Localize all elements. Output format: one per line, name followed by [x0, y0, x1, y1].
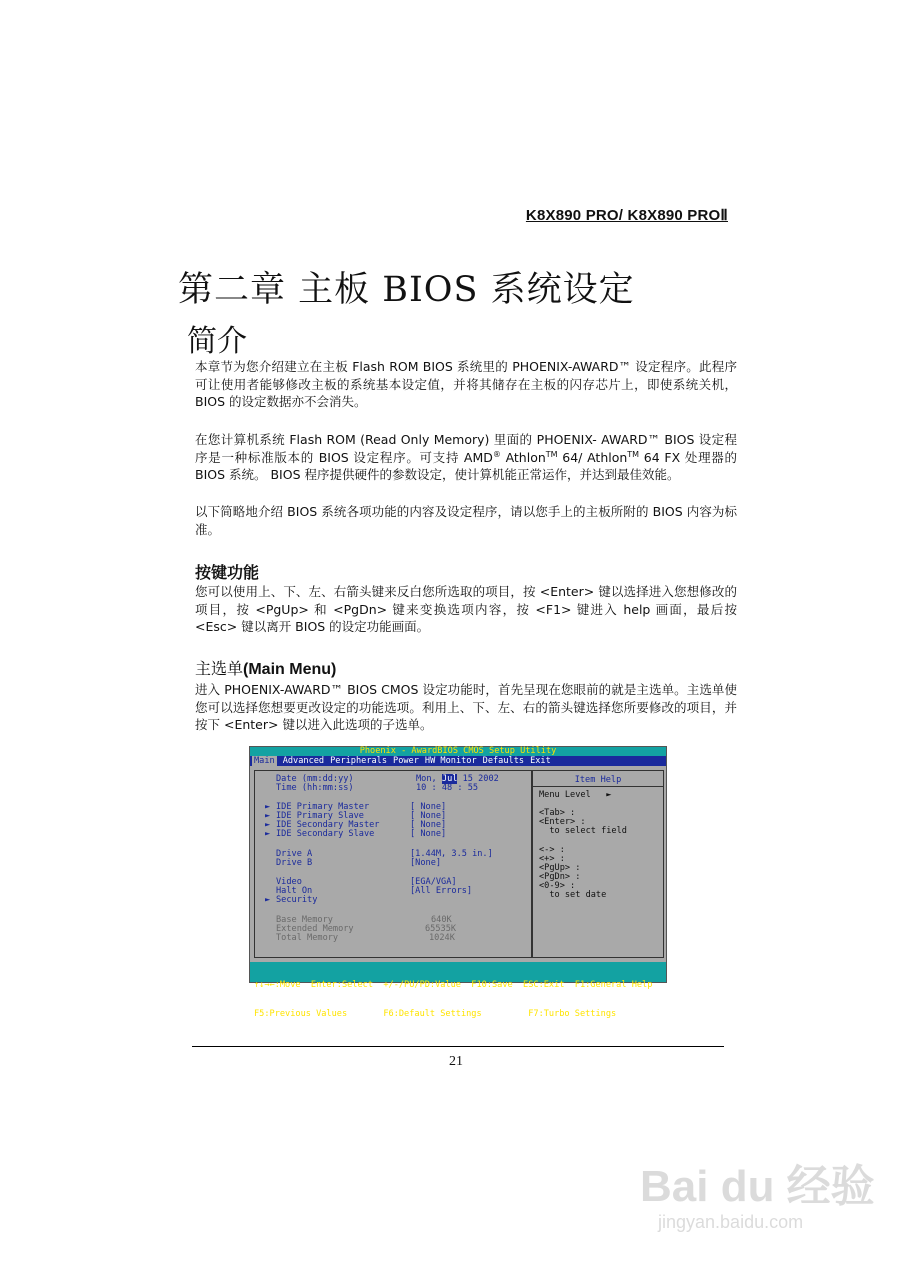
- bios-footer-line-2: F5:Previous Values F6:Default Settings F7:Turbo Settings: [254, 1008, 617, 1019]
- bios-drive-a-label: Drive A: [276, 849, 313, 859]
- keys-heading: 按键功能: [195, 563, 260, 582]
- para2-text: 在您计算机系统 Flash ROM (Read Only Memory) 里面的 PHOENIX- AWARD™ BIOS 设定程序是一种标准版本的 BIOS 设定程序。可支持 AMD: [195, 432, 737, 465]
- bios-extended-memory-value: 65535K: [425, 924, 457, 934]
- bios-security[interactable]: Security: [276, 895, 318, 905]
- watermark-logo: Bai du 经验: [640, 1162, 875, 1211]
- bios-halt-value[interactable]: [All Errors]: [410, 886, 473, 896]
- bios-date-day: Mon,: [416, 774, 437, 784]
- watermark-url: jingyan.baidu.com: [658, 1212, 804, 1232]
- bios-ide-primary-master[interactable]: IDE Primary Master: [276, 802, 370, 812]
- bios-time-label: Time (hh:mm:ss): [276, 783, 354, 793]
- bios-video-value[interactable]: [EGA/VGA]: [410, 877, 457, 887]
- bios-ide-secondary-slave[interactable]: IDE Secondary Slave: [276, 829, 375, 839]
- main-menu-paragraph: 进入 PHOENIX-AWARD™ BIOS CMOS 设定功能时，首先呈现在您眼前的就是主选单。主选单使您可以选择您想要更改设定的功能选项。利用上、下、左、右的箭头键选择您所要修改的项目，并按下 <Enter> 键以进入此选项的子选单。: [195, 682, 737, 732]
- bios-footer-line-1: ↑↓→←:Move Enter:Select +/-/PU/PD:Value F10:Save ESC:Exit F1:General Help: [254, 980, 653, 991]
- submenu-arrow-icon: ►: [265, 811, 271, 821]
- bios-ide-primary-slave[interactable]: IDE Primary Slave: [276, 811, 364, 821]
- bios-title-bar: Phoenix - AwardBIOS CMOS Setup Utility: [250, 747, 666, 756]
- bios-time-value[interactable]: 10 : 48 : 55: [416, 783, 479, 793]
- bios-menu-defaults[interactable]: Defaults: [482, 756, 525, 766]
- bios-help-line: to set date: [539, 890, 607, 900]
- bios-total-memory-value: 1024K: [429, 933, 455, 943]
- bios-ide-value: [ None]: [410, 829, 447, 839]
- bios-base-memory-label: Base Memory: [276, 915, 333, 925]
- submenu-arrow-icon: ►: [265, 802, 271, 812]
- main-menu-heading-en: (Main Menu): [243, 661, 337, 678]
- bios-settings-panel: [254, 770, 532, 958]
- trademark-1: TM: [545, 449, 558, 459]
- intro-paragraph-1: 本章节为您介绍建立在主板 Flash ROM BIOS 系统里的 PHOENIX-AWARD™ 设定程序。此程序可让使用者能够修改主板的系统基本设定值，并将其储存在主板的闪存芯片上，即使系统关机，BIOS 的设定数据亦不会消失。: [195, 359, 737, 409]
- bios-help-line: <Enter> :: [539, 817, 586, 827]
- bios-menu-power[interactable]: Power: [393, 756, 419, 766]
- bios-screenshot: [249, 746, 667, 1019]
- bios-menu-exit[interactable]: Exit: [530, 756, 551, 766]
- bios-ide-value: [ None]: [410, 811, 447, 821]
- bios-help-panel: [532, 770, 664, 958]
- bios-help-line: <+> :: [539, 854, 565, 864]
- bios-date-label: Date (mm:dd:yy): [276, 774, 354, 784]
- registered-mark: ®: [492, 449, 501, 459]
- bios-total-memory-label: Total Memory: [276, 933, 339, 943]
- trademark-2: TM: [627, 449, 640, 459]
- bios-body: [250, 766, 666, 962]
- bios-extended-memory-label: Extended Memory: [276, 924, 354, 934]
- model-header: K8X890 PRO/ K8X890 PROⅡ: [525, 207, 728, 224]
- bios-ide-value: [ None]: [410, 820, 447, 830]
- main-menu-heading: [195, 656, 336, 679]
- bios-base-memory-value: 640K: [431, 915, 452, 925]
- bios-help-line: to select field: [539, 826, 627, 836]
- bios-drive-b-label: Drive B: [276, 858, 313, 868]
- bios-menu-bar: [250, 756, 666, 766]
- bios-help-line: <0-9> :: [539, 881, 576, 891]
- para2-tail: 64 FX 处理器的 BIOS 系统。 BIOS 程序提供硬件的参数设定，使计算机能正常运作，并达到最佳效能。: [195, 449, 738, 482]
- bios-help-line: <PgUp> :: [539, 863, 581, 873]
- section-title: 简介: [187, 324, 247, 359]
- bios-drive-a-value[interactable]: [1.44M, 3.5 in.]: [410, 849, 493, 859]
- page-number: 21: [449, 1054, 463, 1069]
- bios-menu-peripherals[interactable]: Peripherals: [330, 756, 388, 766]
- bios-help-line: <PgDn> :: [539, 872, 581, 882]
- bios-ide-value: [ None]: [410, 802, 447, 812]
- keys-paragraph: 您可以使用上、下、左、右箭头键来反白您所选取的项目，按 <Enter> 键以选择进入您想修改的项目，按 <PgUp> 和 <PgDn> 键来变换选项内容，按 <F1> 键进入 help 画面，最后按 <Esc> 键以离开 BIOS 的设定功能画面。: [195, 584, 737, 634]
- bios-menu-advanced[interactable]: Advanced: [282, 756, 325, 766]
- chapter-title: 第二章 主板 BIOS 系统设定: [178, 270, 635, 310]
- intro-paragraph-3: 以下简略地介绍 BIOS 系统各项功能的内容及设定程序，请以您手上的主板所附的 BIOS 内容为标准。: [195, 504, 737, 537]
- bios-menu-hw-monitor[interactable]: HW Monitor: [424, 756, 477, 766]
- para2-athlon: Athlon: [500, 449, 546, 465]
- para2-mid: 64/ Athlon: [557, 449, 628, 465]
- bios-date-rest: 15 2002: [462, 774, 499, 784]
- bios-halt-label: Halt On: [276, 886, 313, 896]
- submenu-arrow-icon: ►: [265, 895, 271, 905]
- intro-paragraph-2: [195, 431, 737, 484]
- main-menu-heading-cn: 主选单: [195, 659, 244, 678]
- bios-help-title: Item Help: [574, 775, 622, 785]
- bios-menu-main[interactable]: Main: [254, 756, 275, 766]
- bios-help-line: Menu Level ►: [539, 790, 612, 800]
- submenu-arrow-icon: ►: [265, 820, 271, 830]
- bios-help-divider: [533, 786, 663, 787]
- bios-footer: [250, 962, 666, 1019]
- baidu-watermark: [640, 1140, 875, 1250]
- bios-video-label: Video: [276, 877, 302, 887]
- bios-help-line: <Tab> :: [539, 808, 576, 818]
- submenu-arrow-icon: ►: [265, 829, 271, 839]
- bios-help-line: <-> :: [539, 845, 565, 855]
- bios-date-month[interactable]: Jul: [441, 774, 458, 784]
- bios-ide-secondary-master[interactable]: IDE Secondary Master: [276, 820, 380, 830]
- footer-divider: [192, 1046, 724, 1047]
- bios-drive-b-value[interactable]: [None]: [410, 858, 442, 868]
